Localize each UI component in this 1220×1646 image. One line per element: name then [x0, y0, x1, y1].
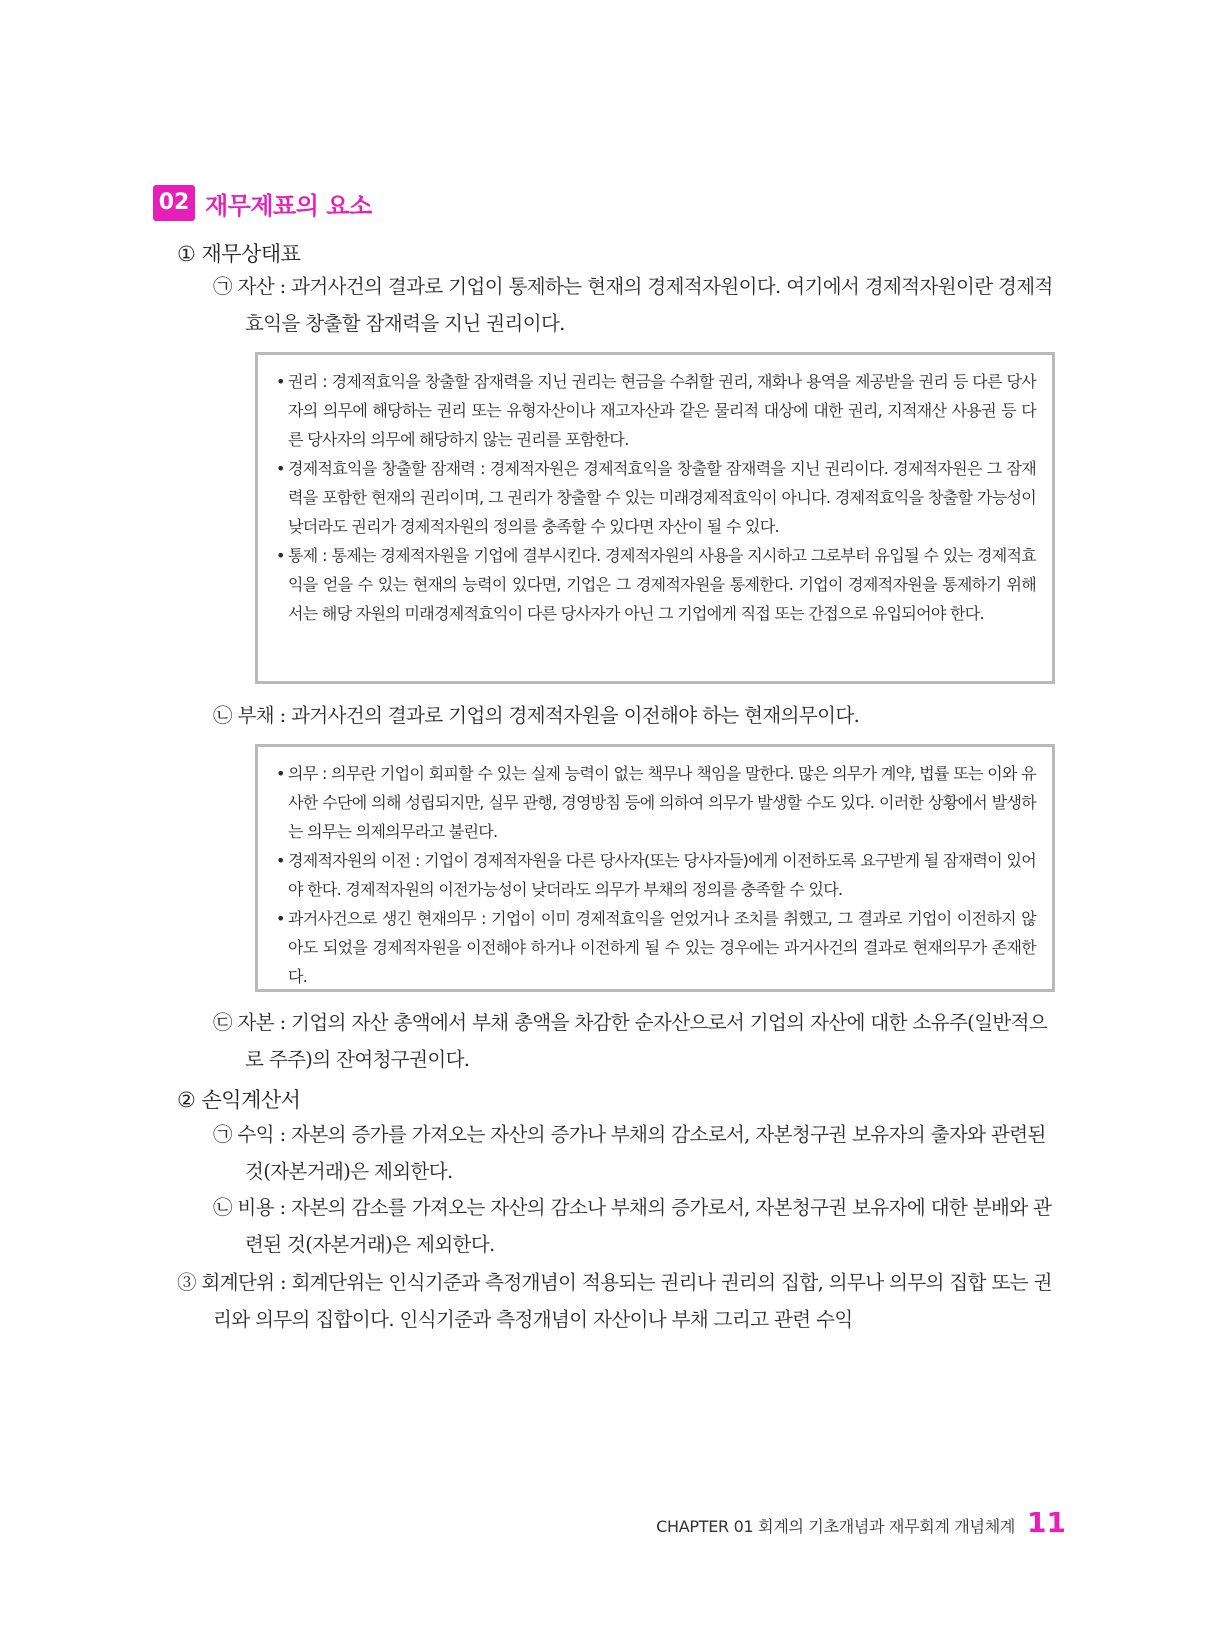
asset-box-item-control: • 통제 : 통제는 경제적자원을 기업에 결부시킨다. 경제적자원의 사용을 지시하고 그로부터 유입될 수 있는 경제적효익을 얻을 수 있는 현재의 능력이 있다면, 기업은 그 경제적자원을 통제한다. 기업이 경제적자원을 통제하기 위해서는 해당 자원의 미래경제적효익이 다른 당사자가 아닌 그 기업에게 직접 또는 간접으로 유입되어야 한다.: [276, 541, 1036, 628]
paragraph-expense: ㉡ 비용 : 자본의 감소를 가져오는 자산의 감소나 부채의 증가로서, 자본청구권 보유자에 대한 분배와 관련된 것(자본거래)은 제외한다.: [213, 1196, 1052, 1256]
paragraph-accounting-unit: ③ 회계단위 : 회계단위는 인식기준과 측정개념이 적용되는 권리나 권리의 집합, 의무나 의무의 집합 또는 권리와 의무의 집합이다. 인식기준과 측정개념이 자산이나 부채 그리고 관련 수익: [177, 1271, 1052, 1331]
paragraph-liability: ㉡ 부채 : 과거사건의 결과로 기업의 경제적자원을 이전해야 하는 현재의무이다.: [213, 704, 860, 727]
liability-box-item-obligation: • 의무 : 의무란 기업이 회피할 수 있는 실제 능력이 없는 책무나 책임을 말한다. 많은 의무가 계약, 법률 또는 이와 유사한 수단에 의해 성립되지만, 실무 관행, 경영방침 등에 의하여 의무가 발생할 수도 있다. 이러한 상황에서 발생하는 의무는 의제의무라고 불린다.: [276, 759, 1036, 846]
page-footer: [656, 1506, 1066, 1539]
section-header: [153, 185, 372, 221]
liability-definition-box: [255, 744, 1055, 992]
liability-box-item-present-obligation: • 과거사건으로 생긴 현재의무 : 기업이 이미 경제적효익을 얻었거나 조치를 취했고, 그 결과로 기업이 이전하지 않아도 되었을 경제적자원을 이전해야 하거나 이전하게 될 수 있는 경우에는 과거사건의 결과로 현재의무가 존재한다.: [276, 904, 1036, 991]
asset-definition-box: [255, 352, 1055, 684]
page-number: 11: [1027, 1506, 1066, 1539]
section-title: 재무제표의 요소: [205, 191, 372, 220]
asset-box-item-potential: • 경제적효익을 창출할 잠재력 : 경제적자원은 경제적효익을 창출할 잠재력을 지닌 권리이다. 경제적자원은 그 잠재력을 포함한 현재의 권리이며, 그 권리가 창출할 수 있는 미래경제적효익이 아니다. 경제적효익을 창출할 가능성이 낮더라도 권리가 경제적자원의 정의를 충족할 수 있다면 자산이 될 수 있다.: [276, 454, 1036, 541]
heading-income-statement: ② 손익계산서: [177, 1088, 301, 1112]
paragraph-revenue: ㉠ 수익 : 자본의 증가를 가져오는 자산의 증가나 부채의 감소로서, 자본청구권 보유자의 출자와 관련된 것(자본거래)은 제외한다.: [213, 1123, 1046, 1183]
section-number-badge: 02: [153, 185, 195, 221]
chapter-title: CHAPTER 01 회계의 기초개념과 재무회계 개념체계: [656, 1517, 1016, 1536]
paragraph-equity: ㉢ 자본 : 기업의 자산 총액에서 부채 총액을 차감한 순자산으로서 기업의 자산에 대한 소유주(일반적으로 주주)의 잔여청구권이다.: [213, 1011, 1048, 1071]
liability-box-item-transfer: • 경제적자원의 이전 : 기업이 경제적자원을 다른 당사자(또는 당사자들)에게 이전하도록 요구받게 될 잠재력이 있어야 한다. 경제적자원의 이전가능성이 낮더라도 의무가 부채의 정의를 충족할 수 있다.: [276, 846, 1036, 904]
paragraph-asset: ㉠ 자산 : 과거사건의 결과로 기업이 통제하는 현재의 경제적자원이다. 여기에서 경제적자원이란 경제적효익을 창출할 잠재력을 지닌 권리이다.: [213, 275, 1053, 335]
asset-box-item-rights: • 권리 : 경제적효익을 창출할 잠재력을 지닌 권리는 현금을 수취할 권리, 재화나 용역을 제공받을 권리 등 다른 당사자의 의무에 해당하는 권리 또는 유형자산이나 재고자산과 같은 물리적 대상에 대한 권리, 지적재산 사용권 등 다른 당사자의 의무에 해당하지 않는 권리를 포함한다.: [276, 367, 1036, 454]
heading-balance-sheet: ① 재무상태표: [177, 242, 301, 266]
